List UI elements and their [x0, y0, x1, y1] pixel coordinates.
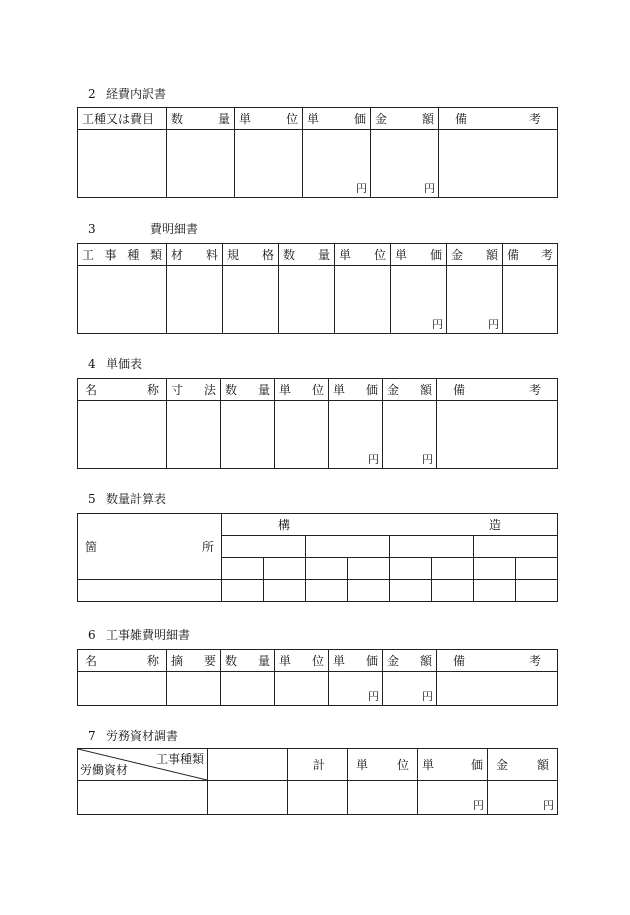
header-label: 単 価	[333, 383, 378, 397]
col-header	[503, 244, 558, 266]
col-header	[221, 650, 275, 672]
col-header	[235, 108, 303, 130]
col-header	[167, 650, 221, 672]
structure-header	[222, 514, 558, 536]
cell[interactable]	[474, 536, 558, 558]
cell[interactable]	[222, 536, 306, 558]
cell[interactable]	[167, 130, 235, 198]
cell[interactable]	[208, 749, 288, 781]
col-header	[488, 749, 558, 781]
cell-amount[interactable]	[383, 672, 437, 706]
entry-row	[78, 781, 558, 815]
yen-label: 円	[422, 690, 433, 703]
header-label: 単 価	[333, 654, 378, 668]
col-header	[447, 244, 503, 266]
header-label: 名 称	[85, 383, 159, 397]
entry-row	[78, 580, 558, 602]
location-header	[78, 514, 222, 580]
header-label: 備 考	[455, 112, 541, 126]
section-3-title	[88, 220, 198, 237]
cell[interactable]	[348, 580, 390, 602]
cell[interactable]	[275, 401, 329, 469]
expense-breakdown-table	[77, 107, 558, 198]
unit-price-table	[77, 378, 558, 469]
cell[interactable]	[78, 130, 167, 198]
cell[interactable]	[78, 266, 167, 334]
cell[interactable]	[516, 558, 558, 580]
section-title-text: 工事雑費明細書	[106, 628, 191, 642]
misc-expense-table	[77, 649, 558, 706]
cell[interactable]	[167, 401, 221, 469]
header-row	[78, 749, 558, 781]
entry-row	[78, 266, 558, 334]
col-header	[439, 108, 558, 130]
header-row	[78, 650, 558, 672]
section-2-title	[88, 85, 166, 102]
col-header	[221, 379, 275, 401]
header-label: 単 位	[279, 383, 324, 397]
header-label: 単 位	[239, 112, 298, 126]
col-header	[275, 379, 329, 401]
section-4-title	[88, 355, 142, 372]
col-header	[167, 108, 235, 130]
header-label: 寸 法	[171, 383, 216, 397]
col-header	[303, 108, 371, 130]
yen-label: 円	[368, 453, 379, 466]
cell[interactable]	[223, 266, 279, 334]
cell-unit-price[interactable]	[303, 130, 371, 198]
col-header	[167, 379, 221, 401]
header-label: 箇 所	[85, 540, 214, 554]
cell[interactable]	[437, 672, 558, 706]
section-6-title	[88, 626, 190, 643]
entry-row	[78, 672, 558, 706]
cell[interactable]	[474, 558, 516, 580]
col-header: 工種又は費目	[78, 108, 167, 130]
yen-label: 円	[356, 182, 367, 195]
col-header	[418, 749, 488, 781]
cell[interactable]	[264, 558, 306, 580]
cell[interactable]	[78, 580, 222, 602]
entry-row	[78, 401, 558, 469]
header-label: 数 量	[225, 383, 270, 397]
header-label: 数 量	[225, 654, 270, 668]
section-number: 2	[88, 87, 96, 101]
cell[interactable]	[78, 781, 208, 815]
section-number: 4	[88, 357, 96, 371]
cell[interactable]	[432, 580, 474, 602]
header-label: 備 考	[453, 654, 541, 668]
cell[interactable]	[437, 401, 558, 469]
cell[interactable]	[516, 580, 558, 602]
header-label: 金 額	[387, 654, 432, 668]
section-5-title	[88, 490, 166, 507]
section-title-text: 数量計算表	[106, 492, 167, 506]
cell-unit-price[interactable]	[329, 672, 383, 706]
header-label: 単 価	[422, 758, 483, 772]
header-label: 規 格	[227, 248, 274, 262]
header-label: 摘 要	[171, 654, 216, 668]
header-label: 材 料	[171, 248, 218, 262]
col-header	[78, 650, 167, 672]
cell[interactable]	[474, 580, 516, 602]
cell[interactable]	[279, 266, 335, 334]
cell[interactable]	[221, 672, 275, 706]
col-header	[383, 379, 437, 401]
cell[interactable]	[288, 781, 348, 815]
cell[interactable]	[221, 401, 275, 469]
col-header	[391, 244, 447, 266]
col-header	[329, 650, 383, 672]
header-label: 数 量	[283, 248, 330, 262]
header-label: 工 事 種 類	[82, 248, 162, 262]
cell-amount[interactable]	[488, 781, 558, 815]
col-header	[279, 244, 335, 266]
yen-label: 円	[473, 799, 484, 812]
header-label: 数 量	[171, 112, 230, 126]
cell[interactable]	[235, 130, 303, 198]
yen-label: 円	[424, 182, 435, 195]
yen-label: 円	[422, 453, 433, 466]
cell[interactable]	[222, 580, 264, 602]
header-label: 単 位	[279, 654, 324, 668]
header-label: 金 額	[451, 248, 498, 262]
cell[interactable]	[306, 558, 348, 580]
col-header	[335, 244, 391, 266]
yen-label: 円	[488, 318, 499, 331]
header-label: 単 位	[339, 248, 386, 262]
quantity-calc-table	[77, 513, 558, 602]
section-number: 7	[88, 729, 96, 743]
cell[interactable]	[432, 558, 474, 580]
cell-unit-price[interactable]	[418, 781, 488, 815]
header-row	[78, 379, 558, 401]
cell[interactable]	[348, 781, 418, 815]
cell[interactable]	[264, 580, 306, 602]
cell[interactable]	[439, 130, 558, 198]
col-header	[348, 749, 418, 781]
yen-label: 円	[368, 690, 379, 703]
cell[interactable]	[390, 536, 474, 558]
cell[interactable]	[306, 580, 348, 602]
col-header	[383, 650, 437, 672]
header-label: 名 称	[85, 654, 159, 668]
cell-amount[interactable]	[383, 401, 437, 469]
header-label: 金 額	[496, 758, 549, 772]
cell[interactable]	[503, 266, 558, 334]
yen-label: 円	[432, 318, 443, 331]
col-header	[275, 650, 329, 672]
section-title-text: 費明細書	[150, 222, 199, 236]
cell[interactable]	[275, 672, 329, 706]
col-header	[223, 244, 279, 266]
cell[interactable]	[335, 266, 391, 334]
cell[interactable]	[78, 401, 167, 469]
diagonal-header	[78, 749, 208, 781]
entry-row	[78, 130, 558, 198]
labor-material-table	[77, 748, 558, 815]
col-header	[78, 244, 167, 266]
header-row	[78, 108, 558, 130]
cell[interactable]	[208, 781, 288, 815]
header-row	[78, 514, 558, 536]
cell[interactable]	[167, 266, 223, 334]
header-label: 金 額	[375, 112, 434, 126]
col-header	[371, 108, 439, 130]
cell[interactable]	[390, 558, 432, 580]
diagonal-top-label: 工事種類	[155, 752, 204, 766]
section-7-title	[88, 727, 178, 744]
header-label: 金 額	[387, 383, 432, 397]
section-number: 6	[88, 628, 96, 642]
col-header	[437, 650, 558, 672]
header-label: 単 価	[307, 112, 366, 126]
col-header	[167, 244, 223, 266]
col-header	[437, 379, 558, 401]
yen-label: 円	[543, 799, 554, 812]
section-number: 5	[88, 492, 96, 506]
header-label: 単 価	[395, 248, 442, 262]
section-title-text: 経費内訳書	[106, 87, 167, 101]
header-row	[78, 244, 558, 266]
cell[interactable]	[348, 558, 390, 580]
cost-detail-table	[77, 243, 558, 334]
header-label: 構 造	[278, 518, 502, 532]
header-label: 備 考	[507, 248, 553, 262]
cell-unit-price[interactable]	[391, 266, 447, 334]
col-header	[329, 379, 383, 401]
cell-amount[interactable]	[371, 130, 439, 198]
col-header	[78, 379, 167, 401]
section-number: 3	[88, 222, 96, 236]
cell-unit-price[interactable]	[329, 401, 383, 469]
cell[interactable]	[222, 558, 264, 580]
cell-amount[interactable]	[447, 266, 503, 334]
header-label: 備 考	[453, 383, 541, 397]
cell[interactable]	[390, 580, 432, 602]
section-title-text: 労務資材調書	[106, 729, 179, 743]
cell[interactable]	[167, 672, 221, 706]
cell[interactable]	[306, 536, 390, 558]
cell[interactable]	[78, 672, 167, 706]
col-header: 計	[288, 749, 348, 781]
section-title-text: 単価表	[106, 357, 143, 371]
diagonal-bottom-label: 労働資材	[80, 763, 129, 777]
header-label: 単 位	[356, 758, 409, 772]
